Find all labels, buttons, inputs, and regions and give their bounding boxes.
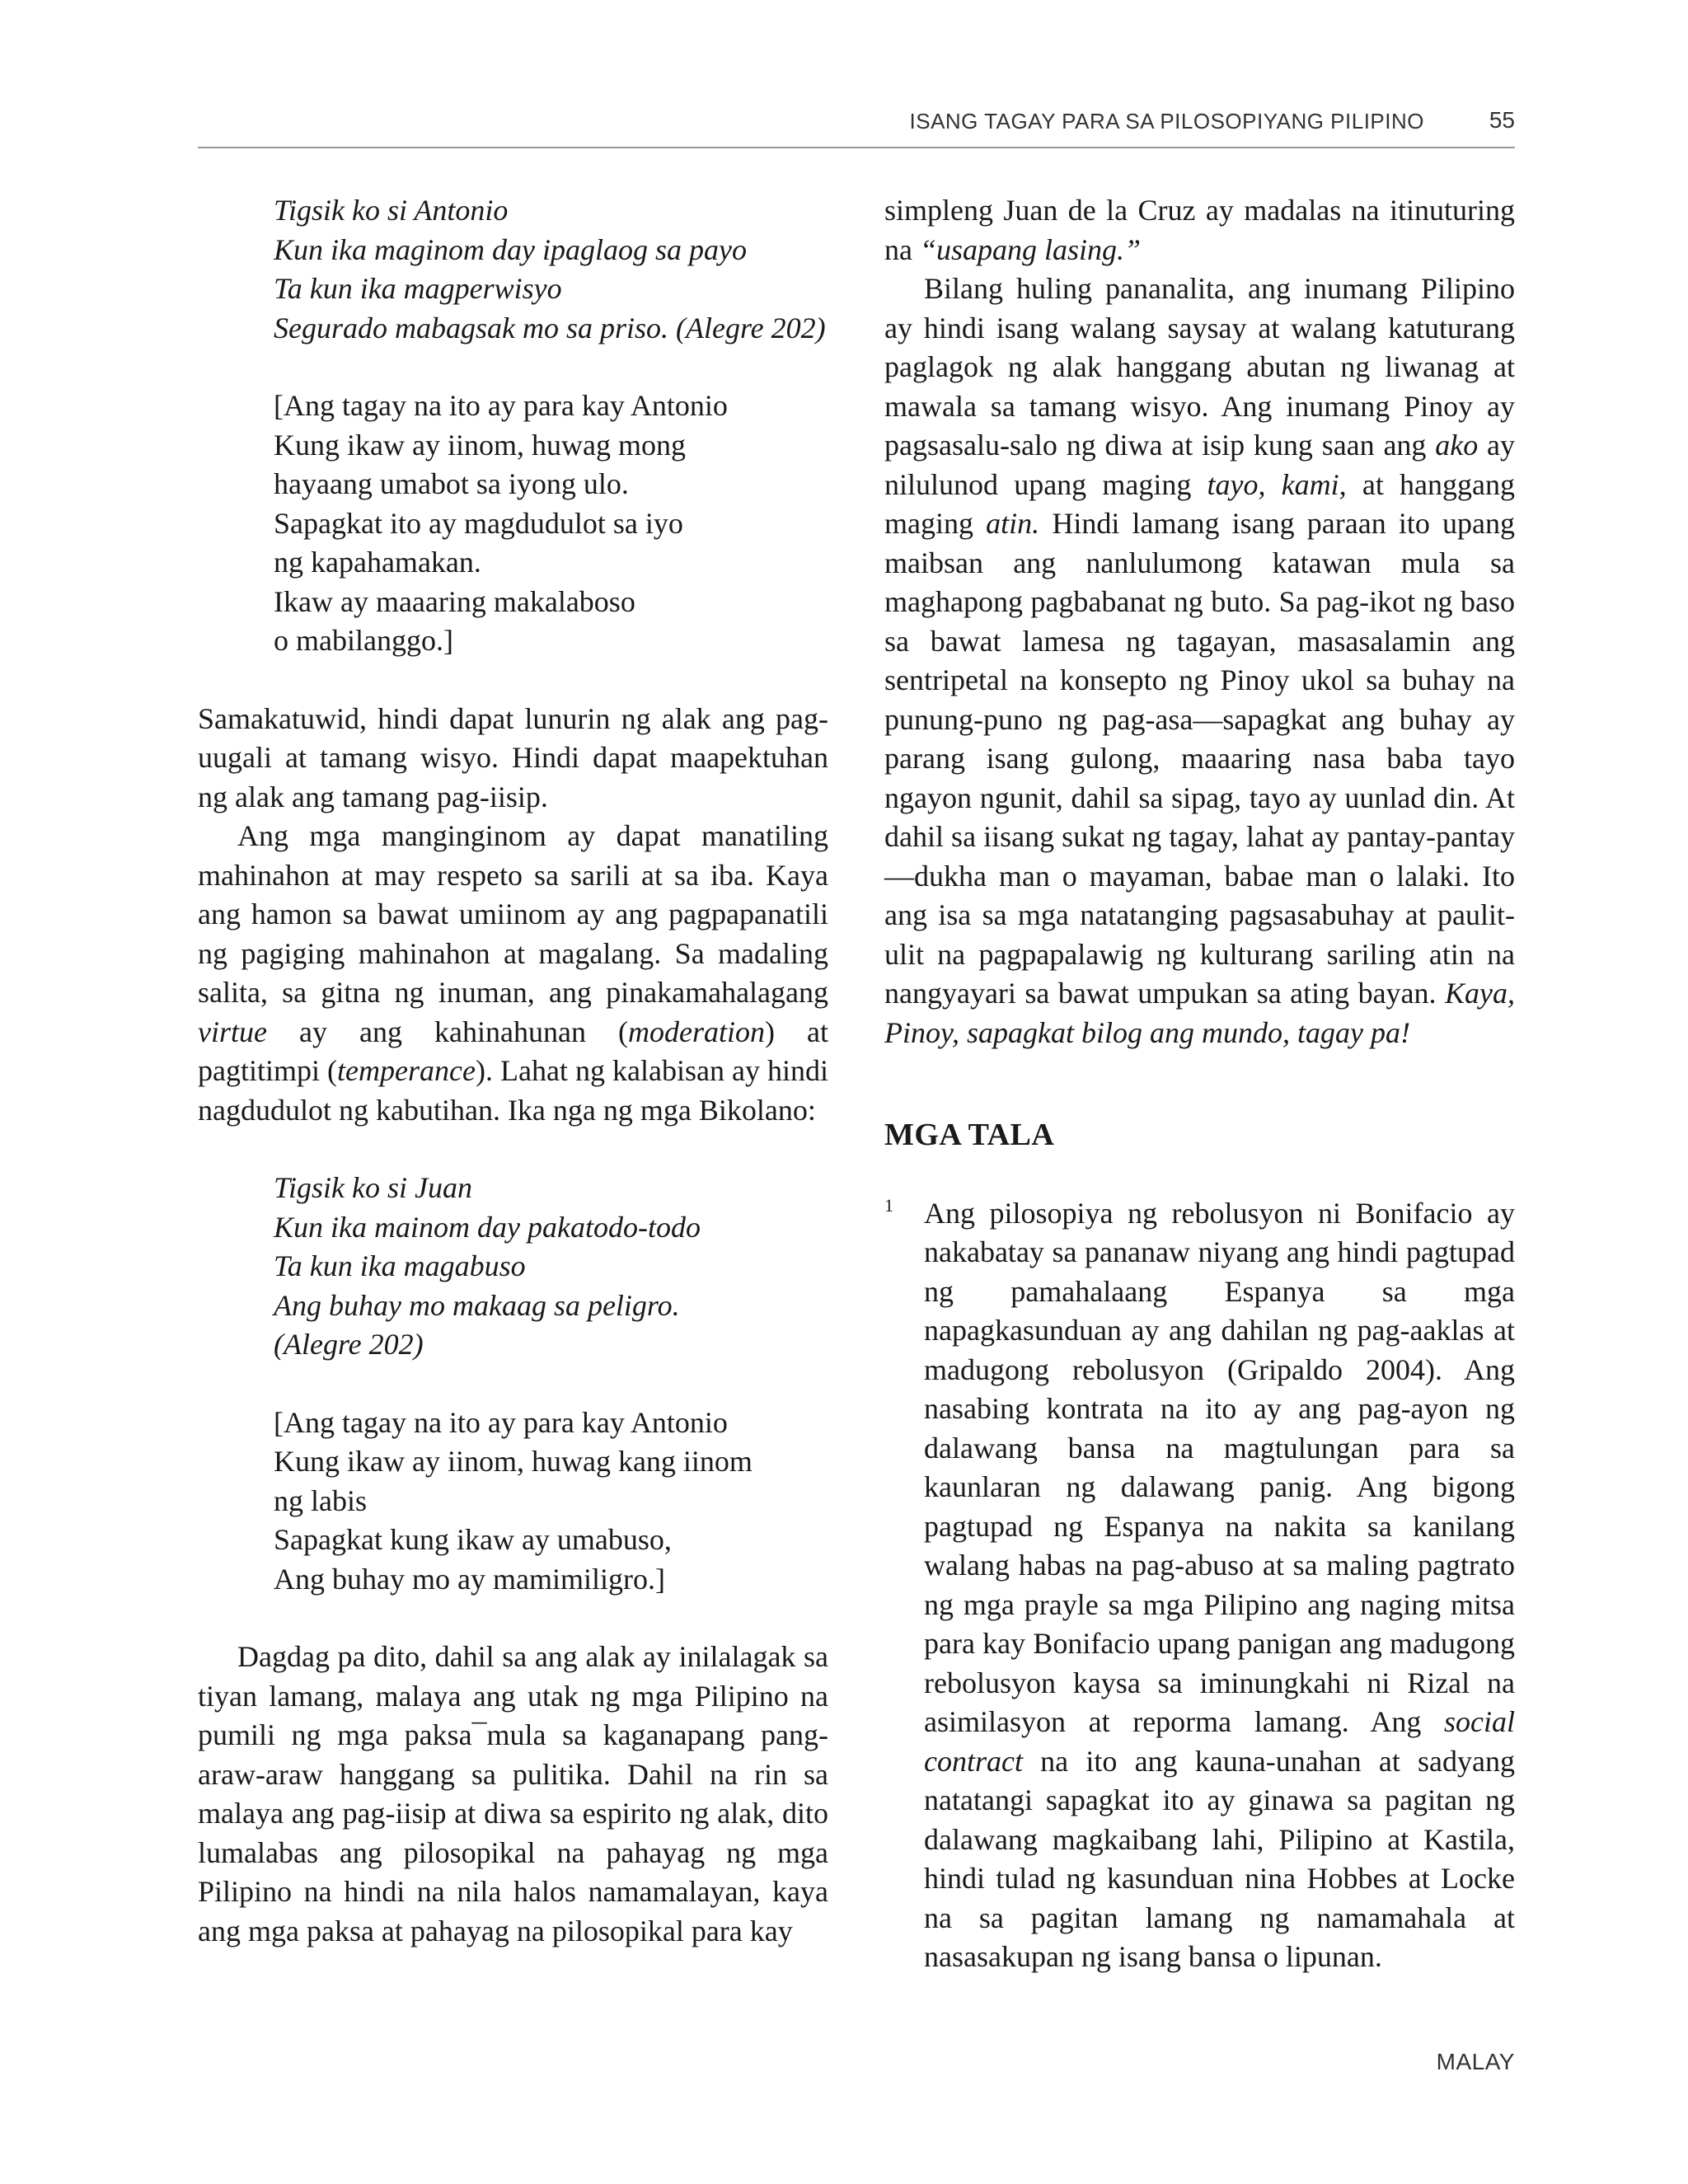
page-number: 55 [1489,107,1515,133]
translation-line: Kung ikaw ay iinom, huwag kang iinom [274,1445,753,1478]
running-header [198,105,1515,148]
translation-line: hayaang umabot sa iyong ulo. [274,467,629,500]
verse-line: Ta kun ika magabuso [274,1249,526,1282]
translation-line: o mabilanggo.] [274,624,453,657]
verse-line: Tigsik ko si Antonio [274,194,509,227]
footnote-1: 1 Ang pilosopiya ng rebolusyon ni Bonifacio ay nakabatay sa pananaw niyang ang hindi pagtupad ng pamahalaang Espanya sa mga napagkasunduan ay ang dahilan ng pag-aaklas at madugong rebolusyon (Gripaldo 2004). Ang nasabing kontrata na ito ay ang pag-ayon ng dalawang bansa na magtulungan para sa kaunlaran ng dalawang panig. Ang bigong pagtupad ng Espanya na nakita sa kanilang walang habas na pag-abuso at sa maling pagtrato ng mga prayle sa mga Pilipino ang naging mitsa para kay Bonifacio upang panigan ang madugong rebolusyon kaysa sa iminungkahi ni Rizal na asimilasyon at reporma lamang. Ang social contract na ito ang kauna-unahan at sadyang natatangi sapagkat ito ay ginawa sa pagitan ng dalawang magkaibang lahi, Pilipino at Kastila, hindi tulad ng kasunduan nina Hobbes at Locke na sa pagitan lamang ng namamahala at nasasakupan ng isang bansa o lipunan. [884,1194,1515,1977]
paragraph-samakatuwid: Samakatuwid, hindi dapat lunurin ng alak ang pag-uugali at tamang wisyo. Hindi dapat maapektuhan ng alak ang tamang pag-iisip. [198,701,828,813]
translation-line: Kung ikaw ay iinom, huwag mong [274,428,686,462]
translation-juan [274,1404,828,1600]
footnote-marker: 1 [884,1194,893,1216]
verse-line: Tigsik ko si Juan [274,1171,472,1204]
paragraph-continued: simpleng Juan de la Cruz ay madalas na itinuturing na “usapang lasing.” [884,194,1515,266]
translation-line: [Ang tagay na ito ay para kay Antonio [274,389,728,422]
footer-journal-name: MALAY [1436,2049,1515,2074]
translation-line: Ang buhay mo ay mamimiligro.] [274,1562,665,1596]
verse-line: Ang buhay mo makaag sa peligro. [274,1288,680,1322]
left-column [198,191,828,1951]
translation-line: [Ang tagay na ito ay para kay Antonio [274,1405,728,1439]
translation-antonio [274,387,828,661]
translation-line: Sapagkat ito ay magdudulot sa iyo [274,506,683,540]
bikol-verse-juan [274,1169,828,1365]
paragraph-manginginom: Ang mga manginginom ay dapat manatiling mahinahon at may respeto sa sarili at sa iba. Kaya ang hamon sa bawat umiinom ay ang pagpapanatili ng pagiging mahinahon at magalang. Sa madaling salita, sa gitna ng inuman, ang pinakamahalagang virtue ay ang kahinahunan (moderation) at pagtitimpi (temperance). Lahat ng kalabisan ay hindi nagdudulot ng kabutihan. Ika nga ng mga Bikolano: [198,819,828,1127]
translation-line: Ikaw ay maaaring makalaboso [274,584,635,618]
bikol-verse-antonio [274,191,828,348]
verse-citation: (Alegre 202) [274,1328,424,1361]
notes-heading: MGA TALA [884,1118,1055,1152]
verse-line: Segurado mabagsak mo sa priso. (Alegre 202) [274,311,826,344]
right-column [884,191,1515,1977]
paragraph-dagdag: Dagdag pa dito, dahil sa ang alak ay inilalagak sa tiyan lamang, malaya ang utak ng mga Pilipino na pumili ng mga paksa¯mula sa kaganapang pang-araw-araw hanggang sa pulitika. Dahil na rin sa malaya ang pag-iisip at diwa sa espirito ng alak, dito lumalabas ang pilosopikal na pahayag ng mga Pilipino na hindi na nila halos namamalayan, kaya ang mga paksa at pahayag na pilosopikal para kay [198,1640,828,1947]
translation-line: ng labis [274,1483,367,1517]
translation-line: ng kapahamakan. [274,546,481,579]
running-title: ISANG TAGAY PARA SA PILOSOPIYANG PILIPINO [909,109,1424,134]
paragraph-huling-pananalita: Bilang huling pananalita, ang inumang Pilipino ay hindi isang walang saysay at walang katuturang paglagok ng alak hanggang abutan ng liwanag at mawala sa tamang wisyo. Ang inumang Pinoy ay pagsasalu-salo ng diwa at isip kung saan ang ako ay nilulunod upang maging tayo, kami, at hanggang maging atin. Hindi lamang isang paraan ito upang maibsan ang nanlulumong katawan mula sa maghapong pagbabanat ng buto. Sa pag-ikot ng baso sa bawat lamesa ng tagayan, masasalamin ang sentripetal na konsepto ng Pinoy ukol sa buhay na punung-puno ng pag-asa—sapagkat ang buhay ay parang isang gulong, maaaring nasa baba tayo ngayon ngunit, dahil sa sipag, tayo ay uunlad din. At dahil sa iisang sukat ng tagay, lahat ay pantay-pantay—dukha man o mayaman, babae man o lalaki. Ito ang isa sa mga natatanging pagsasabuhay at paulit-ulit na pagpapalawig ng kulturang sariling atin na nangyayari sa bawat umpukan sa ating bayan. Kaya, Pinoy, sapagkat bilog ang mundo, tagay pa! [884,272,1516,1049]
verse-line: Kun ika mainom day pakatodo-todo [274,1210,701,1244]
verse-line: Ta kun ika magperwisyo [274,272,562,305]
verse-line: Kun ika maginom day ipaglaog sa payo [274,232,747,266]
translation-line: Sapagkat kung ikaw ay umabuso, [274,1523,672,1556]
